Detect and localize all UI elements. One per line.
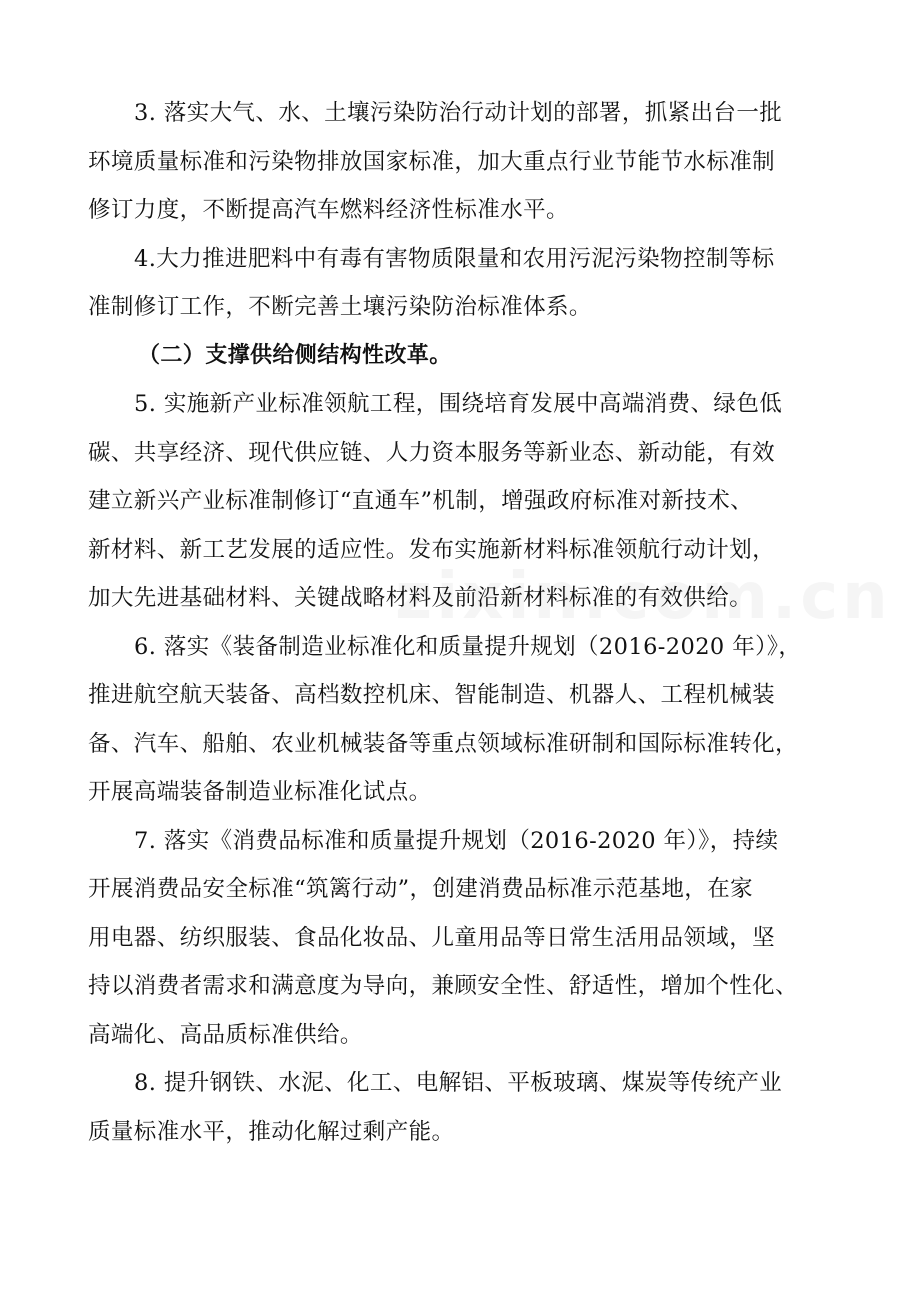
paragraph-5-line-2: 碳、共享经济、现代供应链、人力资本服务等新业态、新动能，有效: [88, 439, 776, 466]
paragraph-5-line-3: 建立新兴产业标准制修订“直通车”机制，增强政府标准对新技术、: [88, 488, 754, 514]
document-body: [88, 91, 832, 1158]
paragraph-6-line-4: 开展高端装备制造业标准化试点。: [88, 779, 432, 805]
paragraph-7-line-4: 持以消费者需求和满意度为导向，兼顾安全性、舒适性，增加个性化、: [88, 973, 798, 999]
paragraph-5-line-4: 新材料、新工艺发展的适应性。发布实施新材料标准领航行动计划，: [88, 536, 776, 563]
paragraph-4-line-1: 4.大力推进肥料中有毒有害物质限量和农用污泥污染物控制等标: [134, 245, 775, 272]
paragraph-4-line-2: 准制修订工作，不断完善土壤污染防治标准体系。: [88, 294, 592, 320]
paragraph-3-line-3: 修订力度，不断提高汽车燃料经济性标准水平。: [88, 197, 569, 223]
paragraph-6-line-2: 推进航空航天装备、高档数控机床、智能制造、机器人、工程机械装: [88, 682, 776, 708]
paragraph-3-line-2: 环境质量标准和污染物排放国家标准，加大重点行业节能节水标准制: [88, 148, 776, 175]
paragraph-7-line-1: 7. 落实《消费品标准和质量提升规划（2016-2020 年）》，持续: [134, 827, 779, 854]
paragraph-5-line-1: 5. 实施新产业标准领航工程，围绕培育发展中高端消费、绿色低: [134, 391, 783, 417]
paragraph-6-line-3: 备、汽车、船舶、农业机械装备等重点领域标准研制和国际标准转化，: [88, 730, 798, 757]
paragraph-7-line-5: 高端化、高品质标准供给。: [88, 1021, 363, 1048]
paragraph-7-line-2: 开展消费品安全标准“筑篱行动”，创建消费品标准示范基地，在家: [88, 876, 754, 902]
paragraph-8-line-1: 8. 提升钢铁、水泥、化工、电解铝、平板玻璃、煤炭等传统产业: [134, 1070, 783, 1096]
paragraph-7-line-3: 用电器、纺织服装、食品化妆品、儿童用品等日常生活用品领域，坚: [88, 924, 776, 951]
paragraph-8-line-2: 质量标准水平，推动化解过剩产能。: [88, 1118, 455, 1145]
paragraph-6-line-1: 6. 落实《装备制造业标准化和质量提升规划（2016-2020 年）》，: [134, 633, 802, 660]
paragraph-5-line-5: 加大先进基础材料、关键战略材料及前沿新材料标准的有效供给。: [88, 585, 753, 611]
section-heading: （二）支撑供给侧结构性改革。: [138, 342, 452, 368]
paragraph-3-line-1: 3. 落实大气、水、土壤污染防治行动计划的部署，抓紧出台一批: [134, 100, 783, 126]
